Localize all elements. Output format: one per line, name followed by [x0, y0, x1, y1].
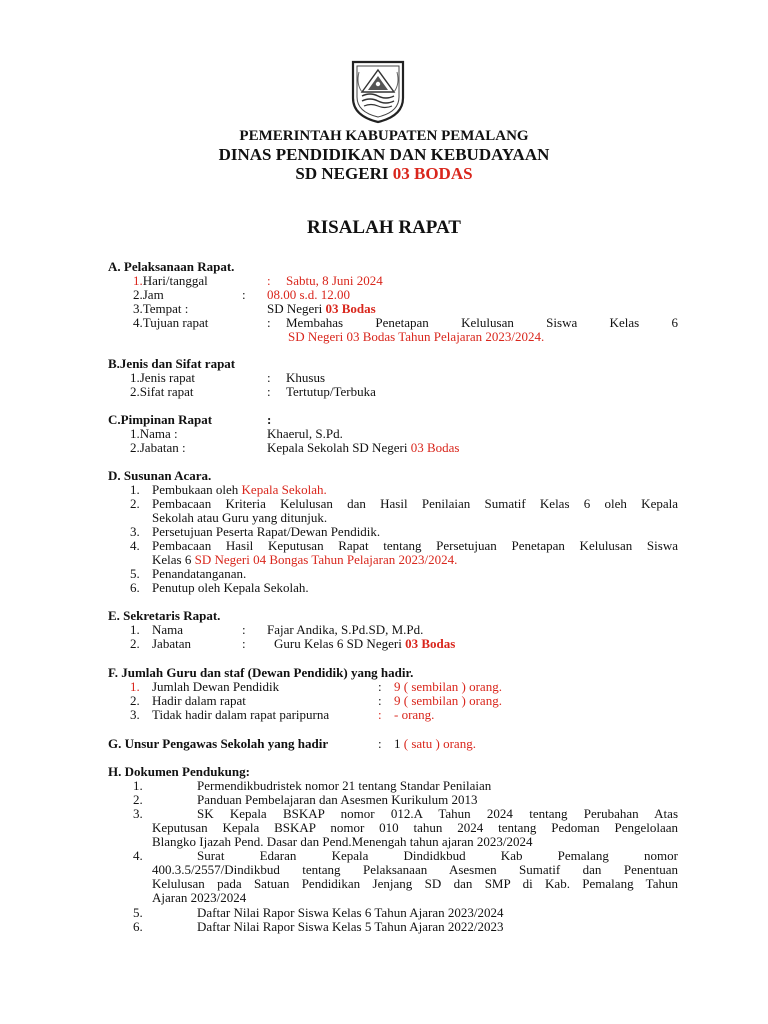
- dokumen-4-line2: 400.3.5/2557/Dindikbud tentang Pelaksanaan Asesmen Sumatif dan Penentuan: [152, 862, 678, 877]
- jumlah-3-value: - orang.: [394, 707, 435, 722]
- jenis-value: Khusus: [286, 370, 326, 385]
- jumlah-2-num: 2.: [130, 693, 140, 708]
- pimpinan-nama-value: Khaerul, S.Pd.: [267, 426, 343, 441]
- header-department: DINAS PENDIDIKAN DAN KEBUDAYAAN: [218, 145, 550, 164]
- tujuan-label: 4.Tujuan rapat: [133, 315, 209, 330]
- jumlah-1-colon: :: [378, 679, 382, 694]
- hari-value: Sabtu, 8 Juni 2024: [286, 273, 383, 288]
- tujuan-value-line2: SD Negeri 03 Bodas Tahun Pelajaran 2023/2024.: [288, 329, 545, 344]
- acara-6-num: 6.: [130, 580, 140, 595]
- dokumen-5: Daftar Nilai Rapor Siswa Kelas 6 Tahun Ajaran 2023/2024: [197, 905, 504, 920]
- acara-3: Persetujuan Peserta Rapat/Dewan Pendidik.: [152, 524, 381, 539]
- dokumen-4-line4: Ajaran 2023/2024: [152, 890, 247, 905]
- sekretaris-nama-value: Fajar Andika, S.Pd.SD, M.Pd.: [267, 622, 424, 637]
- jumlah-1-value: 9 ( sembilan ) orang.: [394, 679, 502, 694]
- sifat-value: Tertutup/Terbuka: [286, 384, 376, 399]
- jam-colon: :: [242, 287, 246, 302]
- acara-1: Pembukaan oleh Kepala Sekolah.: [152, 482, 327, 497]
- jumlah-2-label: Hadir dalam rapat: [152, 693, 246, 708]
- jumlah-2-value: 9 ( sembilan ) orang.: [394, 693, 502, 708]
- pimpinan-jabatan-label: 2.Jabatan :: [130, 440, 186, 455]
- dokumen-4-line1: Surat Edaran Kepala Dindidkbud Kab Pemalang nomor: [197, 848, 678, 863]
- jumlah-3-num: 3.: [130, 707, 140, 722]
- section-c-colon: :: [267, 412, 272, 427]
- dokumen-3-num: 3.: [133, 806, 143, 821]
- jam-label: 2.Jam: [133, 287, 164, 302]
- dokumen-3-line2: Keputusan Kepala BSKAP nomor 010 tahun 2024 tentang Pedoman Pengelolaan: [152, 820, 678, 835]
- sifat-colon: :: [267, 384, 271, 399]
- acara-3-num: 3.: [130, 524, 140, 539]
- jam-value: 08.00 s.d. 12.00: [267, 287, 351, 302]
- sekretaris-jabatan-colon: :: [242, 636, 246, 651]
- section-h-heading: H. Dokumen Pendukung:: [108, 764, 250, 779]
- section-a-heading: A. Pelaksanaan Rapat.: [108, 259, 235, 274]
- jumlah-3-colon: :: [378, 707, 382, 722]
- dokumen-4-line3: Kelulusan pada Satuan Pendidikan Jenjang SD dan SMP di Kab. Pemalang Tahun: [152, 876, 678, 891]
- jumlah-2-colon: :: [378, 693, 382, 708]
- dokumen-3-line1: SK Kepala BSKAP nomor 012.A Tahun 2024 tentang Perubahan Atas: [197, 806, 678, 821]
- hari-row-label: 1.Hari/tanggal: [133, 273, 208, 288]
- sekretaris-jabatan-label: Jabatan: [152, 636, 191, 651]
- dokumen-4-num: 4.: [133, 848, 143, 863]
- pimpinan-nama-label: 1.Nama :: [130, 426, 178, 441]
- section-b-heading: B.Jenis dan Sifat rapat: [108, 356, 236, 371]
- section-f-heading: F. Jumlah Guru dan staf (Dewan Pendidik) yang hadir.: [108, 665, 414, 680]
- section-c-heading: C.Pimpinan Rapat: [108, 412, 213, 427]
- section-e-heading: E. Sekretaris Rapat.: [108, 608, 221, 623]
- dokumen-2: Panduan Pembelajaran dan Asesmen Kurikulum 2013: [197, 792, 478, 807]
- pengawas-colon: :: [378, 736, 382, 751]
- dokumen-1-num: 1.: [133, 778, 143, 793]
- acara-6: Penutup oleh Kepala Sekolah.: [152, 580, 309, 595]
- section-g-heading: G. Unsur Pengawas Sekolah yang hadir: [108, 736, 329, 751]
- dokumen-6: Daftar Nilai Rapor Siswa Kelas 5 Tahun Ajaran 2022/2023: [197, 919, 504, 934]
- dokumen-6-num: 6.: [133, 919, 143, 934]
- document-title: RISALAH RAPAT: [307, 217, 461, 238]
- sekretaris-jabatan-value: Guru Kelas 6 SD Negeri 03 Bodas: [274, 636, 456, 651]
- sekretaris-nama-colon: :: [242, 622, 246, 637]
- pengawas-value: 1 ( satu ) orang.: [394, 736, 476, 751]
- jumlah-1-label: Jumlah Dewan Pendidik: [152, 679, 280, 694]
- sekretaris-jabatan-num: 2.: [130, 636, 140, 651]
- header-government: PEMERINTAH KABUPATEN PEMALANG: [239, 128, 529, 144]
- dokumen-3-line3: Blangko Ijazah Pend. Dasar dan Pend.Menengah tahun ajaran 2023/2024: [152, 834, 533, 849]
- school-name-number: 03 BODAS: [392, 164, 473, 183]
- section-d-heading: D. Susunan Acara.: [108, 468, 212, 483]
- acara-2-num: 2.: [130, 496, 140, 511]
- acara-5: Penandatanganan.: [152, 566, 247, 581]
- acara-2-line1: Pembacaan Kriteria Kelulusan dan Hasil Penilaian Sumatif Kelas 6 oleh Kepala: [152, 496, 678, 511]
- dokumen-5-num: 5.: [133, 905, 143, 920]
- dokumen-2-num: 2.: [133, 792, 143, 807]
- acara-4-num: 4.: [130, 538, 140, 553]
- tujuan-value-line1: Membahas Penetapan Kelulusan Siswa Kelas 6: [286, 315, 678, 330]
- sekretaris-nama-num: 1.: [130, 622, 140, 637]
- sekretaris-nama-label: Nama: [152, 622, 184, 637]
- dokumen-1: Permendikbudristek nomor 21 tentang Standar Penilaian: [197, 778, 492, 793]
- acara-5-num: 5.: [130, 566, 140, 581]
- jenis-label: 1.Jenis rapat: [130, 370, 195, 385]
- jenis-colon: :: [267, 370, 271, 385]
- acara-4-line1: Pembacaan Hasil Keputusan Rapat tentang Persetujuan Penetapan Kelulusan Siswa: [152, 538, 678, 553]
- acara-2-line2: Sekolah atau Guru yang ditunjuk.: [152, 510, 328, 525]
- acara-4-line2: Kelas 6 SD Negeri 04 Bongas Tahun Pelajaran 2023/2024.: [152, 552, 458, 567]
- jumlah-3-label: Tidak hadir dalam rapat paripurna: [152, 707, 330, 722]
- tempat-value: SD Negeri 03 Bodas: [267, 301, 376, 316]
- hari-colon: :: [267, 273, 271, 288]
- sifat-label: 2.Sifat rapat: [130, 384, 194, 399]
- header-school: SD NEGERI 03 BODAS: [295, 164, 473, 183]
- jumlah-1-num: 1.: [130, 679, 140, 694]
- tempat-label: 3.Tempat :: [133, 301, 189, 316]
- regency-emblem-logo: [350, 58, 406, 124]
- tujuan-colon: :: [267, 315, 271, 330]
- pimpinan-jabatan-value: Kepala Sekolah SD Negeri 03 Bodas: [267, 440, 460, 455]
- acara-1-num: 1.: [130, 482, 140, 497]
